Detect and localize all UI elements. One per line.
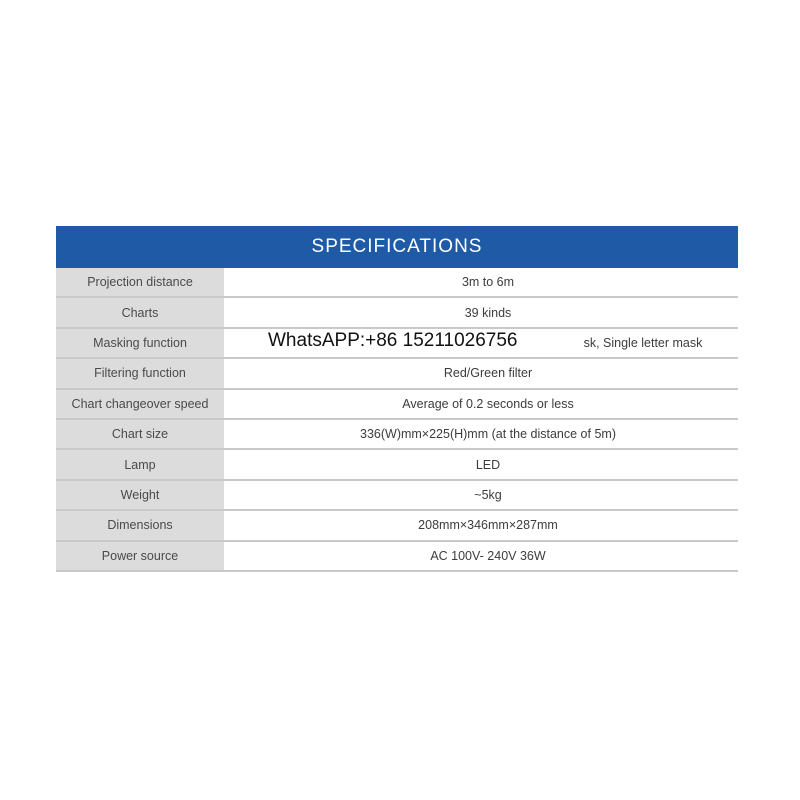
row-label: Lamp [56, 450, 224, 478]
table-row [56, 542, 738, 572]
row-label: Chart changeover speed [56, 390, 224, 418]
row-label: Chart size [56, 420, 224, 448]
table-title: SPECIFICATIONS [311, 236, 483, 257]
row-value: ~5kg [224, 481, 738, 509]
specifications-table [56, 226, 738, 572]
table-row [56, 450, 738, 480]
table-row [56, 298, 738, 328]
row-label: Power source [56, 542, 224, 570]
table-row [56, 359, 738, 389]
table-row [56, 511, 738, 541]
table-row [56, 390, 738, 420]
table-header [56, 226, 738, 268]
whatsapp-watermark: WhatsAPP:+86 15211026756 [268, 330, 518, 351]
row-label: Dimensions [56, 511, 224, 539]
row-label: Masking function [56, 329, 224, 357]
row-value: Average of 0.2 seconds or less [224, 390, 738, 418]
row-value: 208mm×346mm×287mm [224, 511, 738, 539]
table-row [56, 481, 738, 511]
row-value: 39 kinds [224, 298, 738, 326]
row-value: LED [224, 450, 738, 478]
row-value: Red/Green filter [224, 359, 738, 387]
table-row [56, 268, 738, 298]
row-label: Charts [56, 298, 224, 326]
row-value: 336(W)mm×225(H)mm (at the distance of 5m) [224, 420, 738, 448]
row-value: 3m to 6m [224, 268, 738, 296]
row-value: AC 100V- 240V 36W [224, 542, 738, 570]
row-value-text: sk, Single letter mask [583, 335, 703, 350]
row-label: Filtering function [56, 359, 224, 387]
table-row [56, 420, 738, 450]
row-label: Weight [56, 481, 224, 509]
row-label: Projection distance [56, 268, 224, 296]
